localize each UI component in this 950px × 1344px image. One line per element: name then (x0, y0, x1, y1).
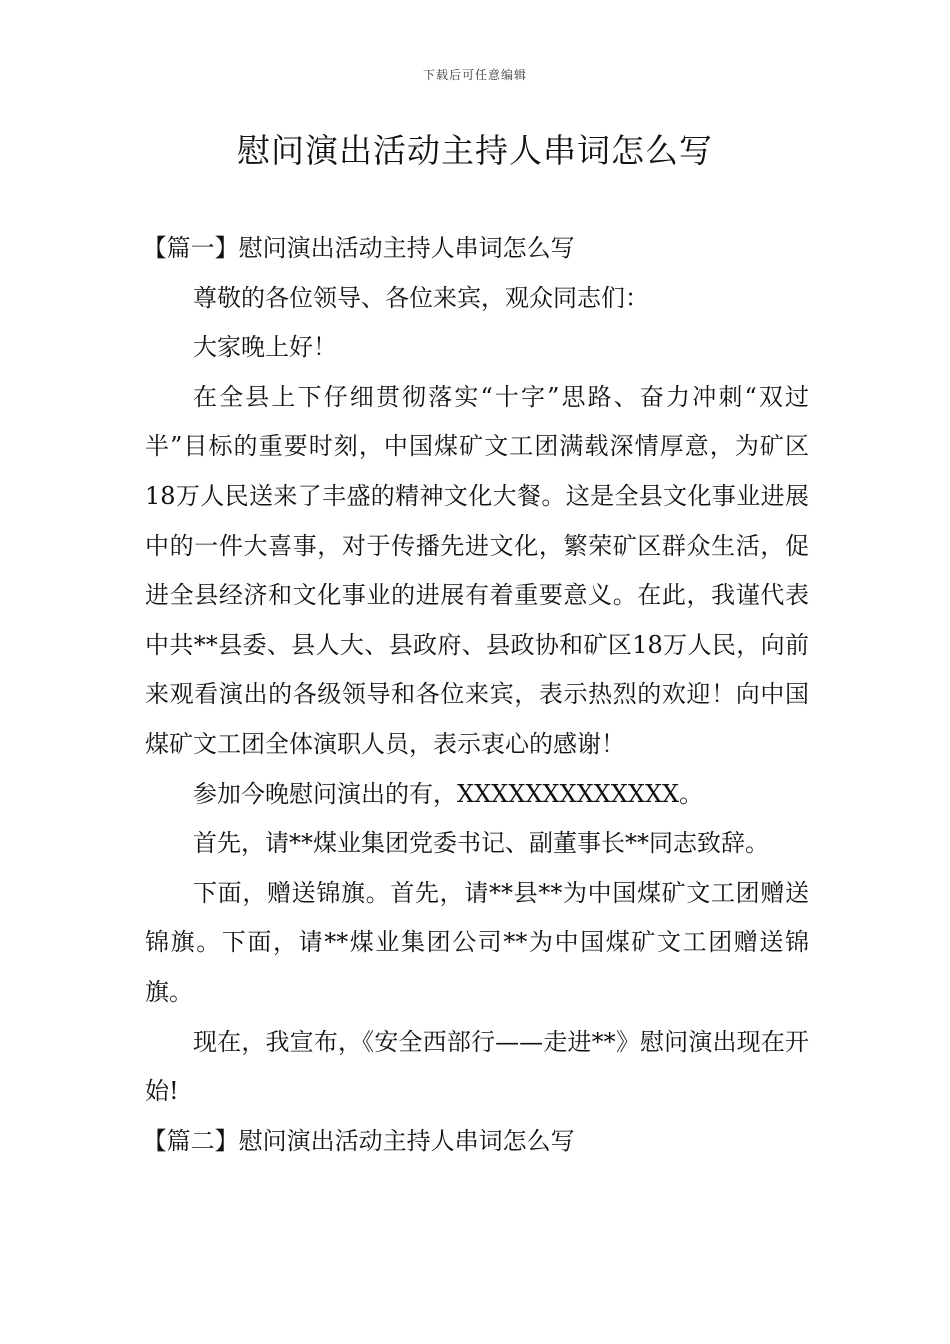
paragraph: 在全县上下仔细贯彻落实“十字”思路、奋力冲刺“双过半”目标的重要时刻，中国煤矿文工团满载深情厚意，为矿区18万人民送来了丰盛的精神文化大餐。这是全县文化事业进展中的一件大喜事，对于传播先进文化，繁荣矿区群众生活，促进全县经济和文化事业的进展有着重要意义。在此，我谨代表中共**县委、县人大、县政府、县政协和矿区18万人民，向前来观看演出的各级领导和各位来宾，表示热烈的欢迎！向中国煤矿文工团全体演职人员，表示衷心的感谢！ (145, 382, 809, 758)
section-heading: 【篇二】慰问演出活动主持人串词怎么写 (142, 1126, 575, 1155)
header-note: 下载后可任意编辑 (422, 68, 527, 82)
paragraph: 参加今晚慰问演出的有，XXXXXXXXXXXXX。 (193, 779, 704, 808)
paragraph: 现在，我宣布，《安全西部行——走进**》慰问演出现在开始! (145, 1027, 809, 1106)
paragraph: 尊敬的各位领导、各位来宾，观众同志们： (193, 283, 649, 312)
section-heading: 【篇一】慰问演出活动主持人串词怎么写 (142, 234, 575, 262)
document-body (142, 224, 809, 1166)
paragraph: 首先，请**煤业集团党委书记、副董事长**同志致辞。 (193, 829, 769, 858)
document-title: 慰问演出活动主持人串词怎么写 (237, 131, 713, 170)
paragraph: 下面，赠送锦旗。首先，请**县**为中国煤矿文工团赠送锦旗。下面，请**煤业集团公司**为中国煤矿文工团赠送锦旗。 (145, 878, 809, 1006)
paragraph: 大家晚上好！ (193, 333, 337, 362)
